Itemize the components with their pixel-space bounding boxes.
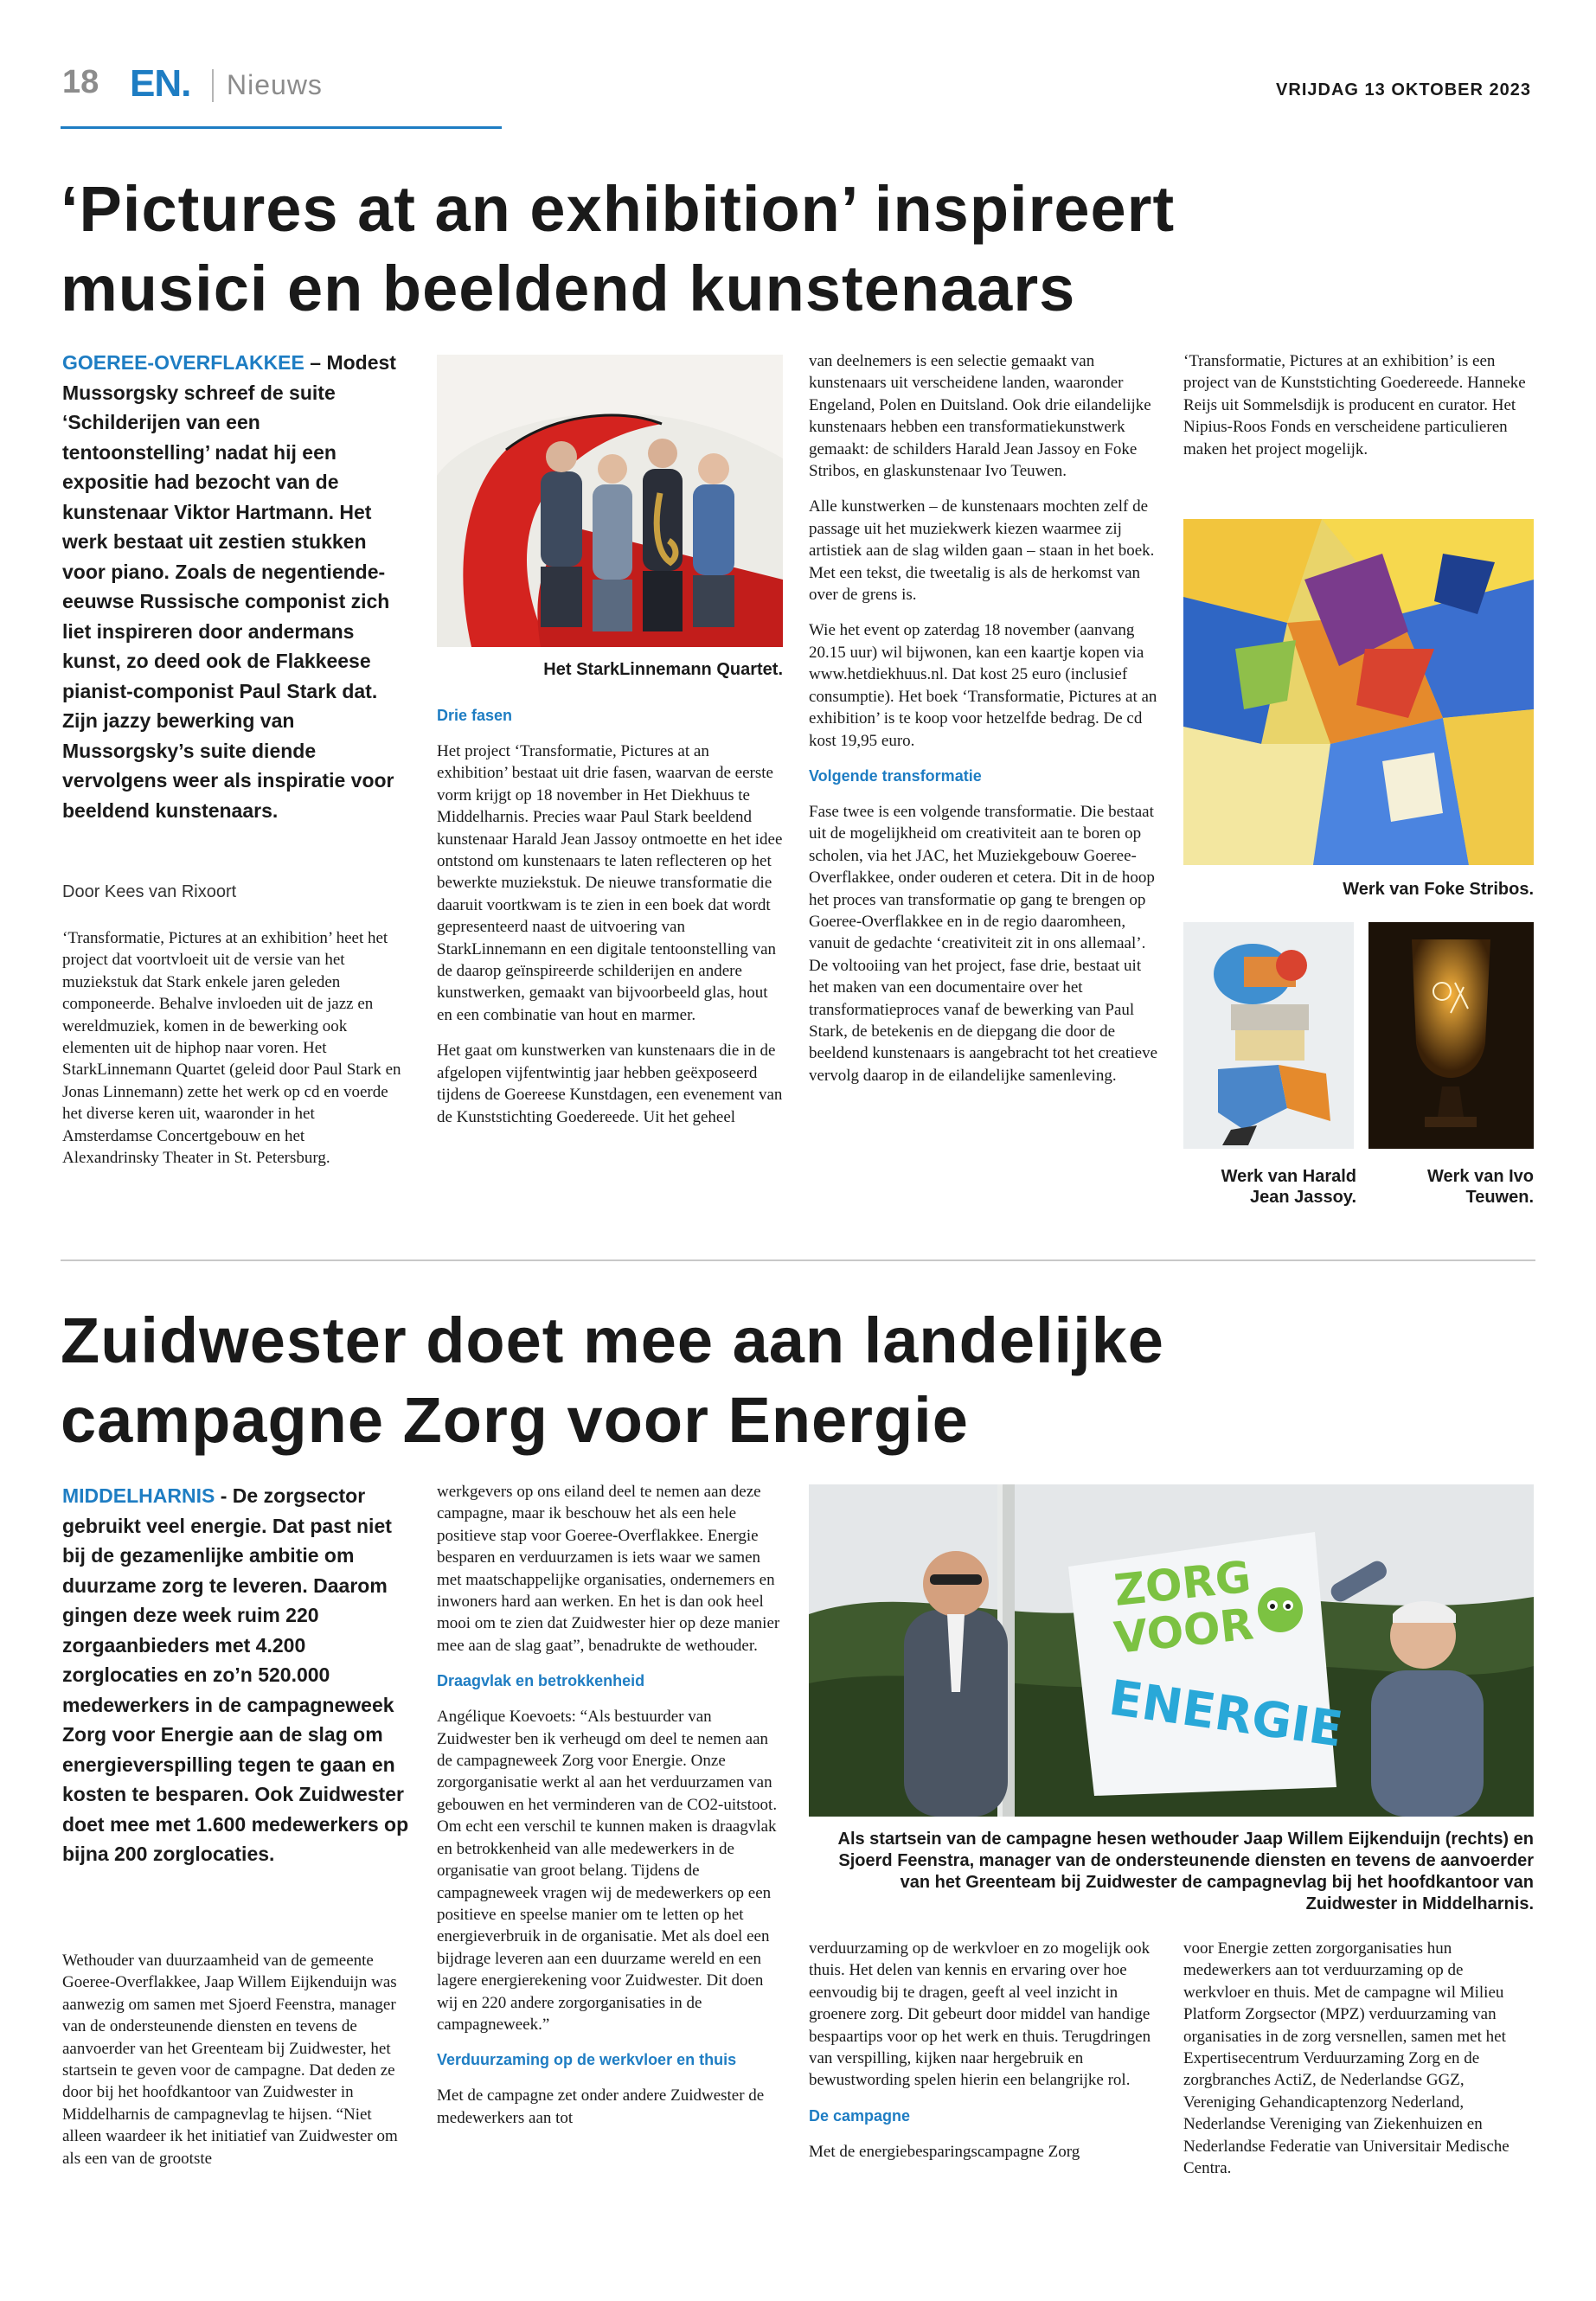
article1-paragraph: Het gaat om kunstwerken van kunstenaars die in de afgelopen vijfentwintig jaar hebben geëxposeerd tijdens de Goereese Kunstdagen, een evenement van de Kunststichting Goedereede. Uit het geheel — [437, 1042, 783, 1126]
article1-dateline: GOEREE-OVERFLAKKEE — [62, 351, 304, 374]
article2-headline — [61, 1301, 1531, 1460]
article2-lead — [62, 1481, 417, 1869]
article2-paragraph: Angélique Koevoets: “Als bestuurder van Zuidwester ben ik verheugd om deel te nemen aan de campagneweek Zorg voor Energie. Onze zorgorganisatie werkt al aan het verduurzamen van gebouwen en het verminderen van de CO2-uitstoot. Om echt een verschil te kunnen maken is draagvlak en betrokkenheid van alle medewerkers in de organisatie van groot belang. Tijdens de campagneweek vragen wij de medewerkers op een positieve en speelse manier om te letten op het energieverbruik in de organisatie. Met als doel een bijdrage leveren aan een duurzame wereld en een lagere energierekening voor Zuidwester. Dit doen wij en 220 andere zorgorganisaties in de campagneweek.” — [437, 1708, 778, 2034]
flag-photo-caption: Als startsein van de campagne hesen wethouder Jaap Willem Eijkenduijn (rechts) en Sjoerd Feenstra, manager van de ondersteunende diensten en tevens de aanvoerder van het Greenteam bij Zuidwester de campagnevlag bij het hoofdkantoor van Zuidwester in Middelharnis. — [837, 1830, 1534, 1913]
flag-text-line3: ENERGIE — [1106, 1670, 1347, 1759]
quartet-photo — [437, 355, 783, 647]
article1-paragraph: Wie het event op zaterdag 18 november (aanvang 20.15 uur) wil bijwonen, kan een kaartje kopen via www.hetdiekhuus.nl. Dat kost 25 euro (inclusief consumptie). Het boek ‘Transformatie, Pictures at an exhibition’ is te koop voor hetzelfde bedrag. De cd kost 19,95 euro. — [809, 621, 1157, 750]
article2-col1 — [62, 1950, 408, 2183]
header-rule — [61, 126, 502, 129]
article2-subheading: Verduurzaming op de werkvloer en thuis — [437, 2051, 737, 2069]
section-name: Nieuws — [227, 69, 323, 100]
article2-col4 — [1183, 1938, 1534, 2193]
stribos-artwork — [1183, 519, 1534, 865]
article1-paragraph: ‘Transformatie, Pictures at an exhibition’ is een project van de Kunststichting Goedereede. Hanneke Reijs uit Sommelsdijk is producent en curator. Het Nipius-Roos Fonds en verscheidene particulieren maken het project mogelijk. — [1183, 352, 1526, 458]
quartet-photo-caption: Het StarkLinnemann Quartet. — [543, 660, 783, 679]
article2-lead-text: - De zorgsector gebruikt veel energie. Dat past niet bij de gezamenlijke ambitie om duurzame zorg te leveren. Daarom gingen deze week ruim 220 zorgaanbieders met 4.200 zorglocaties en zo’n 520.000 medewerkers in de campagneweek Zorg voor Energie aan de slag om energieverspilling tegen te gaan en kosten te besparen. Ook Zuidwester doet mee met 1.600 medewerkers op bijna 200 zorglocaties. — [62, 1484, 409, 1865]
article1-paragraph: Fase twee is een volgende transformatie. Die bestaat uit de mogelijkheid om creativiteit aan te boren op scholen, via het JAC, het Muziekgebouw Goeree-Overflakkee, onder ouderen et cetera. Dit in de hoop het proces van transformatie op gang te brengen op Goeree-Overflakkee en in de regio daaromheen, vanuit de gedachte ‘creativiteit zit in ons allemaal’. De voltooiing van het project, fase drie, bestaat uit het maken van een documentaire over het transformatieproces vanaf de bewerking van Paul Stark, de betekenis en de diepgang die door de beeldend kunstenaars is aangebracht tot het creatieve vervolg daarop in de eilandelijke samenleving. — [809, 802, 1158, 1085]
article1-byline: Door Kees van Rixoort — [62, 882, 237, 901]
page-number: 18 — [62, 64, 99, 100]
article1-col3 — [809, 350, 1163, 1100]
quartet-photo-illustration — [437, 355, 783, 647]
teuwen-artwork-illustration — [1368, 922, 1534, 1149]
teuwen-caption: Werk van Ivo Teuwen. — [1426, 1167, 1534, 1207]
header-separator — [212, 69, 214, 102]
article1-col2 — [437, 705, 783, 1142]
flag-text-line2: VOOR — [1112, 1599, 1256, 1663]
article2-paragraph: voor Energie zetten zorgorganisaties hun medewerkers aan tot verduurzaming op de werkvloer en thuis. Met de campagne wil Milieu Platform Zorgsector (MPZ) verduurzaming van organisaties in de zorg versnellen, samen met het Expertisecentrum Verduurzaming Zorg en de zorgbranches ActiZ, de Nederlandse GGZ, Vereniging Gehandicaptenzorg Nederland, Nederlandse Vereniging van Ziekenhuizen en Nederlandse Federatie van Universitair Medische Centra. — [1183, 1939, 1509, 2178]
flag-raising-photo — [809, 1484, 1534, 1817]
article1-subheading: Drie fasen — [437, 707, 513, 724]
jassoy-caption: Werk van Harald Jean Jassoy. — [1221, 1167, 1356, 1207]
flag-raising-illustration — [809, 1484, 1534, 1817]
article1-paragraph: Alle kunstwerken – de kunstenaars mochten zelf de passage uit het muziekwerk kiezen waarmee zij artistiek aan de slag wilden gaan – staan in het boek. Met een tekst, die tweetalig is als de herkomst van over de grens is. — [809, 497, 1155, 605]
article1-subheading: Volgende transformatie — [809, 766, 982, 785]
article1-lead-text: – Modest Mussorgsky schreef de suite ‘Schilderijen van een tentoonstelling’ nadat hij een expositie had bezocht van de kunstenaar Viktor Hartmann. Het werk bestaat uit zestien stukken voor piano. Zoals de negentiende-eeuwse Russische componist zich liet inspireren door andermans kunst, zo deed ook de Flakkeese pianist-componist Paul Stark dat. Zijn jazzy bewerking van Mussorgsky’s suite diende vervolgens weer als inspiratie voor beeldend kunstenaars. — [62, 351, 396, 822]
article2-headline-line2: campagne Zorg voor Energie — [61, 1384, 969, 1456]
stribos-artwork-illustration — [1183, 519, 1534, 865]
article2-headline-line1: Zuidwester doet mee aan landelijke — [61, 1304, 1164, 1376]
article2-col3 — [809, 1938, 1163, 2176]
article2-paragraph: Met de energiebesparingscampagne Zorg — [809, 2142, 1080, 2161]
article1-paragraph: Het project ‘Transformatie, Pictures at an exhibition’ bestaat uit drie fasen, waarvan de eerste vorm krijgt op 18 november in Het Diekhuus te Middelharnis. Precies waar Paul Stark beeldend kunstenaar Harald Jean Jassoy ontmoette en het idee ontstond om kunstenaars te laten reflecteren op het bewerkte muziekstuk. De nieuwe transformatie die daaruit voortkwam is te zien in een boek dat wordt gepresenteerd naast de uitvoering van StarkLinnemann en een digitale tentoonstelling van de daarop geïnspireerde schilderijen en andere kunstwerken, gemaakt van bijvoorbeeld glas, hout en een combinatie van hout en marmer. — [437, 742, 783, 1024]
jassoy-artwork — [1183, 922, 1354, 1149]
article1-paragraph: van deelnemers is een selectie gemaakt van kunstenaars uit verscheidene landen, waaronder Engeland, Polen en Duitsland. Ook drie eilandelijke kunstenaars hebben een transformatiekunstwerk gemaakt: de schilders Harald Jean Jassoy en Foke Stribos, en glaskunstenaar Ivo Teuwen. — [809, 352, 1151, 481]
flag-text-line1: ZORG — [1112, 1551, 1253, 1616]
article1-headline-line2: musici en beeldend kunstenaars — [61, 253, 1076, 324]
article1-headline — [61, 170, 1531, 329]
article2-paragraph: Wethouder van duurzaamheid van de gemeente Goeree-Overflakkee, Jaap Willem Eijkenduijn was aanwezig om samen met Sjoerd Feenstra, manager van de ondersteunende diensten en tevens de aanvoerder van het Greenteam bij Zuidwester, het startsein te geven voor de campagne. Dat deden ze door bij het hoofdkantoor van Zuidwester in Middelharnis de campagnevlag te hijsen. “Niet alleen waardeer ik het initiatief van Zuidwester om als een van de grootste — [62, 1952, 398, 2168]
article2-subheading: Draagvlak en betrokkenheid — [437, 1672, 645, 1690]
jassoy-artwork-illustration — [1183, 922, 1354, 1149]
article1-lead — [62, 348, 404, 825]
article2-col2 — [437, 1481, 783, 2143]
stribos-caption: Werk van Foke Stribos. — [1343, 880, 1534, 899]
article2-subheading: De campagne — [809, 2106, 911, 2125]
article1-paragraph: ‘Transformatie, Pictures at an exhibition’ heet het project dat voortvloeit uit de versie van het muziekstuk dat Stark enkele jaren geleden componeerde. Behalve invloeden uit de jazz en wereldmuziek, komen in de bewerking ook elementen uit de hiphop naar voren. Het StarkLinnemann Quartet (geleid door Paul Stark en Jonas Linnemann) zette het werk op cd en voerde het diverse keren uit, waaronder in het Amsterdamse Concertgebouw en het Alexandrinsky Theater in St. Petersburg. — [62, 929, 401, 1168]
article1-col1 — [62, 927, 404, 1183]
article1-col4 — [1183, 350, 1534, 474]
article2-paragraph: Met de campagne zet onder andere Zuidwester de medewerkers aan tot — [437, 2086, 765, 2127]
issue-date: VRIJDAG 13 OKTOBER 2023 — [1276, 80, 1531, 99]
article1-headline-line1: ‘Pictures at an exhibition’ inspireert — [61, 173, 1176, 245]
article2-paragraph: werkgevers op ons eiland deel te nemen aan deze campagne, maar ik beschouw het als een hele positieve stap voor Goeree-Overflakkee. Energie besparen en verduurzamen is iets waar we samen met maatschappelijke organisaties, ondernemers en inwoners hard aan werken. En het is dan ook heel mooi om te zien dat Zuidwester hier op deze manier mee aan de slag gaat”, benadrukte de wethouder. — [437, 1483, 780, 1655]
teuwen-artwork — [1368, 922, 1534, 1149]
article-divider — [61, 1259, 1535, 1261]
article2-dateline: MIDDELHARNIS — [62, 1484, 215, 1507]
newspaper-logo[interactable]: EN. — [130, 62, 191, 105]
article2-paragraph: verduurzaming op de werkvloer en zo mogelijk ook thuis. Het delen van kennis en ervaring over hoe eenvoudig bij te dragen, geeft al veel inzicht in groenere zorg. Dit gebeurt door middel van handige bespaartips voor op het werk en thuis. Terugdringen van verspilling, kijken naar hergebruik en bewustwording spelen hierin een belangrijke rol. — [809, 1939, 1151, 2090]
